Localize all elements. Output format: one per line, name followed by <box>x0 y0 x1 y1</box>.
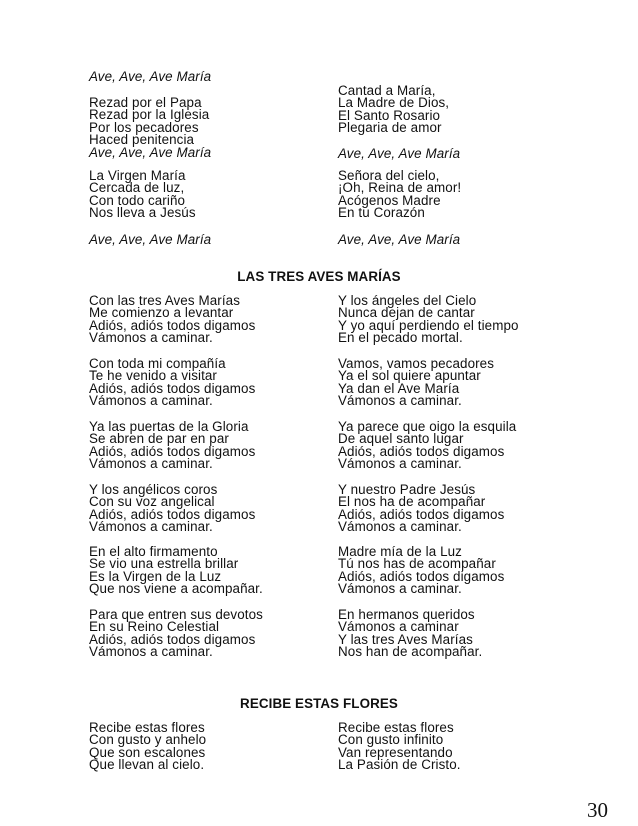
verse-line: Vámonos a caminar. <box>338 519 462 535</box>
verse-line: En tu Corazón <box>338 205 425 221</box>
verse-line: Nos lleva a Jesús <box>89 205 196 221</box>
intro-left-verse-1 <box>89 97 211 159</box>
verse-line: Vámonos a caminar. <box>89 393 213 409</box>
verse-line: Vámonos a caminar. <box>89 519 213 535</box>
verse-line: Por los pecadores <box>89 119 199 135</box>
verse-line: Con gusto y anhelo <box>89 732 207 748</box>
verse-line: Van representando <box>338 744 453 760</box>
refrain-line: Ave, Ave, Ave María <box>338 232 461 247</box>
verse-line: Se vio una estrella brillar <box>89 556 239 572</box>
tres-aves-right-stanza <box>338 546 504 596</box>
verse-line: Vámonos a caminar. <box>89 330 213 346</box>
verse-line: Señora del cielo, <box>338 168 440 183</box>
flores-right-stanza <box>338 722 461 772</box>
verse-line: Y yo aquí perdiendo el tiempo <box>338 317 519 333</box>
tres-aves-right-stanza <box>338 358 494 408</box>
verse-line: Tú nos has de acompañar <box>338 556 496 572</box>
verse-line: Adiós, adiós todos digamos <box>89 380 256 396</box>
verse-line: Plegaria de amor <box>338 120 442 136</box>
verse-line: En el pecado mortal. <box>338 330 463 346</box>
verse-line: Madre mía de la Luz <box>338 544 462 559</box>
intro-right-refrain-2 <box>338 234 460 246</box>
verse-line: Se abren de par en par <box>89 431 229 447</box>
verse-line: Nunca dejan de cantar <box>338 305 475 321</box>
verse-line: Nos han de acompañar. <box>338 644 483 660</box>
verse-line: Con gusto infinito <box>338 732 444 748</box>
verse-line: Adiós, adiós todos digamos <box>89 506 256 522</box>
section-title-las-tres-aves-marias: LAS TRES AVES MARÍAS <box>237 269 401 284</box>
verse-line: Me comienzo a levantar <box>89 305 234 321</box>
verse-line: En su Reino Celestial <box>89 619 220 635</box>
tres-aves-left-stanza <box>89 609 263 659</box>
verse-line: Adiós, adiós todos digamos <box>89 317 256 333</box>
refrain-line: Ave, Ave, Ave María <box>89 144 212 160</box>
tres-aves-left-stanza <box>89 546 263 596</box>
verse-line: Vámonos a caminar. <box>338 456 462 472</box>
refrain-line: Ave, Ave, Ave María <box>338 146 461 161</box>
verse-line: Que nos viene a acompañar. <box>89 581 263 597</box>
verse-line: Ya las puertas de la Gloria <box>89 419 249 434</box>
tres-aves-right-stanza <box>338 295 519 345</box>
verse-line: Y los angélicos coros <box>89 482 218 497</box>
intro-left-verse-2 <box>89 170 196 220</box>
verse-line: Vámonos a caminar. <box>89 456 213 472</box>
tres-aves-right-stanza <box>338 484 504 534</box>
verse-line: Vámonos a caminar <box>338 619 459 635</box>
verse-line: Con toda mi compañía <box>89 356 226 371</box>
verse-line: Que son escalones <box>89 744 206 760</box>
verse-line: En el alto firmamento <box>89 544 218 559</box>
verse-line: Con todo cariño <box>89 192 186 208</box>
verse-line: De aquel santo lugar <box>338 431 464 447</box>
verse-line: Adiós, adiós todos digamos <box>89 631 256 647</box>
verse-line: Rezad por el Papa <box>89 95 202 110</box>
verse-line: Adiós, adiós todos digamos <box>89 443 256 459</box>
tres-aves-right-stanza <box>338 609 482 659</box>
intro-right-verse-1 <box>338 85 449 135</box>
flores-left-stanza <box>89 722 206 772</box>
verse-line: Adiós, adiós todos digamos <box>338 568 505 584</box>
verse-line: Con su voz angelical <box>89 494 215 510</box>
verse-line: Vámonos a caminar. <box>89 644 213 660</box>
verse-line: Ya parece que oigo la esquila <box>338 419 517 434</box>
section-title-recibe-estas-flores: RECIBE ESTAS FLORES <box>240 696 398 711</box>
verse-line: Acógenos Madre <box>338 192 441 208</box>
verse-line: Rezad por la Iglesia <box>89 107 210 123</box>
verse-line: En hermanos queridos <box>338 607 475 622</box>
verse-line: ¡Oh, Reina de amor! <box>338 180 462 196</box>
refrain-line: Ave, Ave, Ave María <box>89 69 212 84</box>
tres-aves-left-stanza <box>89 421 255 471</box>
verse-line: Y las tres Aves Marías <box>338 631 473 647</box>
intro-right-verse-2 <box>338 170 461 220</box>
refrain-line: Ave, Ave, Ave María <box>89 232 212 247</box>
intro-left-refrain-2 <box>89 234 211 246</box>
verse-line: Y los ángeles del Cielo <box>338 293 477 308</box>
verse-line: La Pasión de Cristo. <box>338 757 461 773</box>
verse-line: Te he venido a visitar <box>89 368 217 384</box>
verse-line: Ya dan el Ave María <box>338 380 460 396</box>
verse-line: Recibe estas flores <box>89 720 205 735</box>
verse-line: La Madre de Dios, <box>338 95 450 111</box>
verse-line: Para que entren sus devotos <box>89 607 263 622</box>
verse-line: El Santo Rosario <box>338 107 441 123</box>
verse-line: Vamos, vamos pecadores <box>338 356 495 371</box>
tres-aves-left-stanza <box>89 484 255 534</box>
verse-line: Haced penitencia <box>89 132 195 148</box>
verse-line: Adiós, adiós todos digamos <box>338 506 505 522</box>
verse-line: Y nuestro Padre Jesús <box>338 482 476 497</box>
verse-line: Es la Virgen de la Luz <box>89 568 222 584</box>
verse-line: Ya el sol quiere apuntar <box>338 368 481 384</box>
intro-right-refrain-1 <box>338 148 460 160</box>
intro-left-refrain-top <box>89 71 211 83</box>
tres-aves-left-stanza <box>89 295 255 345</box>
verse-line: El nos ha de acompañar <box>338 494 486 510</box>
verse-line: Recibe estas flores <box>338 720 454 735</box>
verse-line: Vámonos a caminar. <box>338 393 462 409</box>
tres-aves-right-stanza <box>338 421 516 471</box>
verse-line: Que llevan al cielo. <box>89 757 205 773</box>
verse-line: La Virgen María <box>89 168 186 183</box>
verse-line: Vámonos a caminar. <box>338 581 462 597</box>
verse-line: Cercada de luz, <box>89 180 185 196</box>
tres-aves-left-stanza <box>89 358 255 408</box>
verse-line: Con las tres Aves Marías <box>89 293 240 308</box>
page-number: 30 <box>587 798 608 822</box>
verse-line: Cantad a María, <box>338 83 436 98</box>
verse-line: Adiós, adiós todos digamos <box>338 443 505 459</box>
